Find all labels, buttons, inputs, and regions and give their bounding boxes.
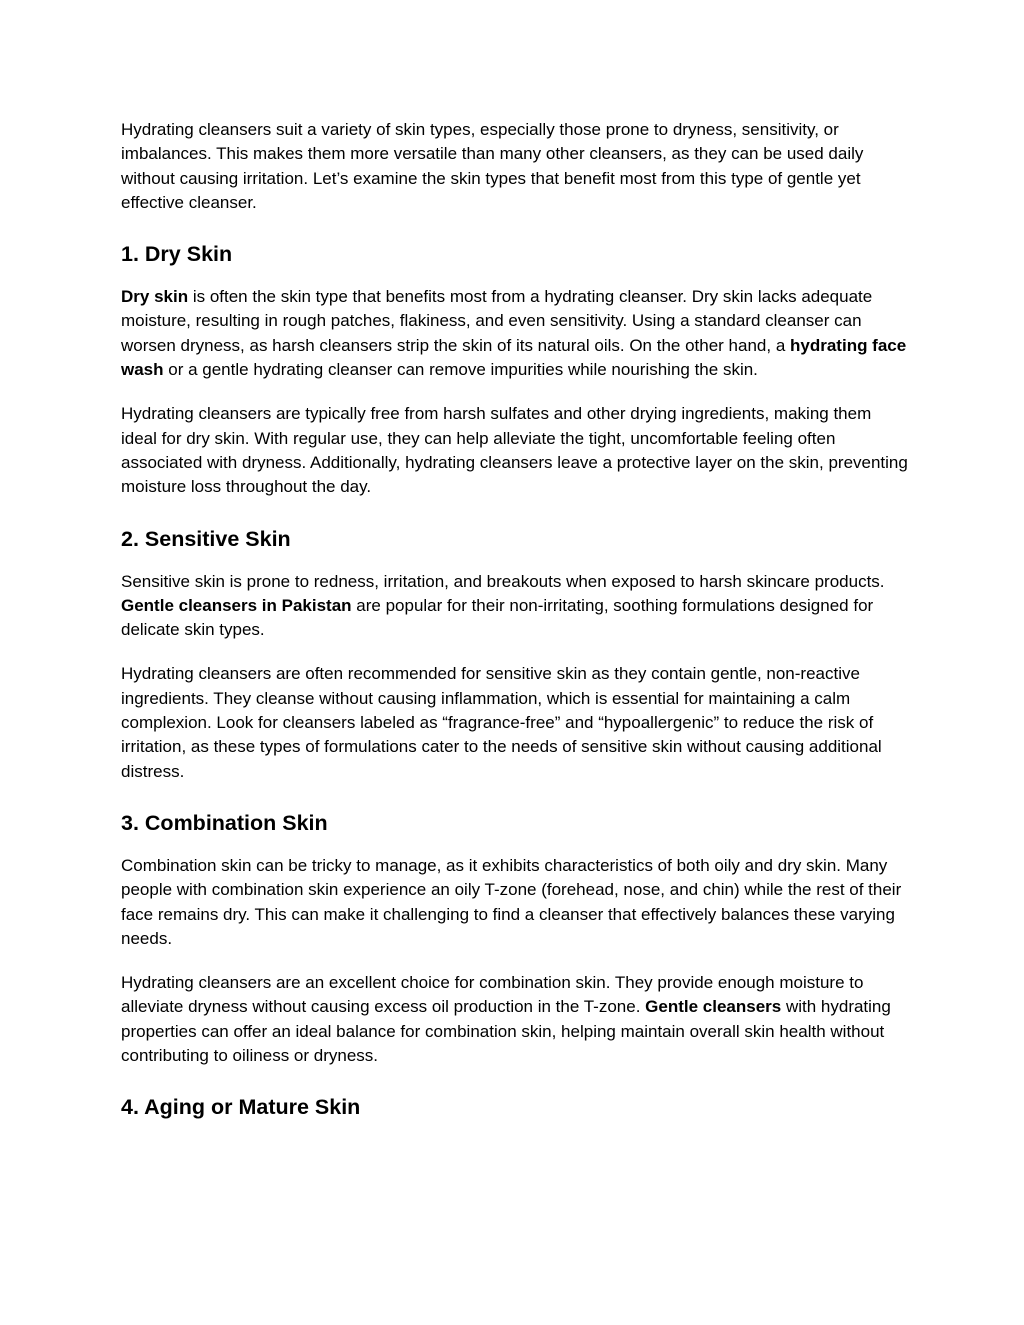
- sensitive-skin-paragraph-1: Sensitive skin is prone to redness, irritation, and breakouts when exposed to harsh skincare products. Gentle cleansers in Pakistan are popular for their non-irritating, soothing formulations designed for delicate skin types.: [121, 571, 885, 640]
- section-heading-aging-skin: 4. Aging or Mature Skin: [121, 1095, 361, 1120]
- sensitive-skin-paragraph-2: Hydrating cleansers are often recommended for sensitive skin as they contain gentle, non-reactive ingredients. They cleanse without causing inflammation, which is essential for maintaining a calm complexion. Look for cleansers labeled as “fragrance-free” and “hypoallergenic” to reduce the risk of irritation, as these types of formulations cater to the needs of sensitive skin without causing additional distress.: [121, 664, 882, 781]
- bold-term: Gentle cleansers in Pakistan: [121, 595, 352, 615]
- combination-skin-paragraph-1: Combination skin can be tricky to manage, as it exhibits characteristics of both oily and dry skin. Many people with combination skin experience an oily T-zone (forehead, nose, and chin) while the rest of their face remains dry. This can make it challenging to find a cleanser that effectively balances these varying needs.: [121, 855, 902, 948]
- combination-skin-paragraph-2: Hydrating cleansers are an excellent choice for combination skin. They provide enough moisture to alleviate dryness without causing excess oil production in the T-zone. Gentle cleansers with hydrating properties can offer an ideal balance for combination skin, helping maintain overall skin health without contributing to oiliness or dryness.: [121, 973, 891, 1066]
- document-page: [121, 118, 911, 1121]
- bold-term: Gentle cleansers: [645, 997, 782, 1017]
- bold-term: hydrating face wash: [121, 335, 907, 380]
- intro-paragraph: Hydrating cleansers suit a variety of skin types, especially those prone to dryness, sensitivity, or imbalances. This makes them more versatile than many other cleansers, as they can be used daily without causing irritation. Let’s examine the skin types that benefit most from this type of gentle yet effective cleanser.: [121, 120, 864, 212]
- section-heading-combination-skin: 3. Combination Skin: [121, 810, 328, 835]
- dry-skin-paragraph-1: Dry skin is often the skin type that benefits most from a hydrating cleanser. Dry skin lacks adequate moisture, resulting in rough patches, flakiness, and even sensitivity. Using a standard cleanser can worsen dryness, as harsh cleansers strip the skin of its natural oils. On the other hand, a hydrating face wash or a gentle hydrating cleanser can remove impurities while nourishing the skin.: [121, 287, 907, 380]
- dry-skin-paragraph-2: Hydrating cleansers are typically free from harsh sulfates and other drying ingredients, making them ideal for dry skin. With regular use, they can help alleviate the tight, uncomfortable feeling often associated with dryness. Additionally, hydrating cleansers leave a protective layer on the skin, preventing moisture loss throughout the day.: [121, 404, 908, 497]
- section-heading-dry-skin: 1. Dry Skin: [121, 242, 233, 267]
- section-heading-sensitive-skin: 2. Sensitive Skin: [121, 526, 291, 551]
- bold-term: Dry skin: [121, 287, 189, 307]
